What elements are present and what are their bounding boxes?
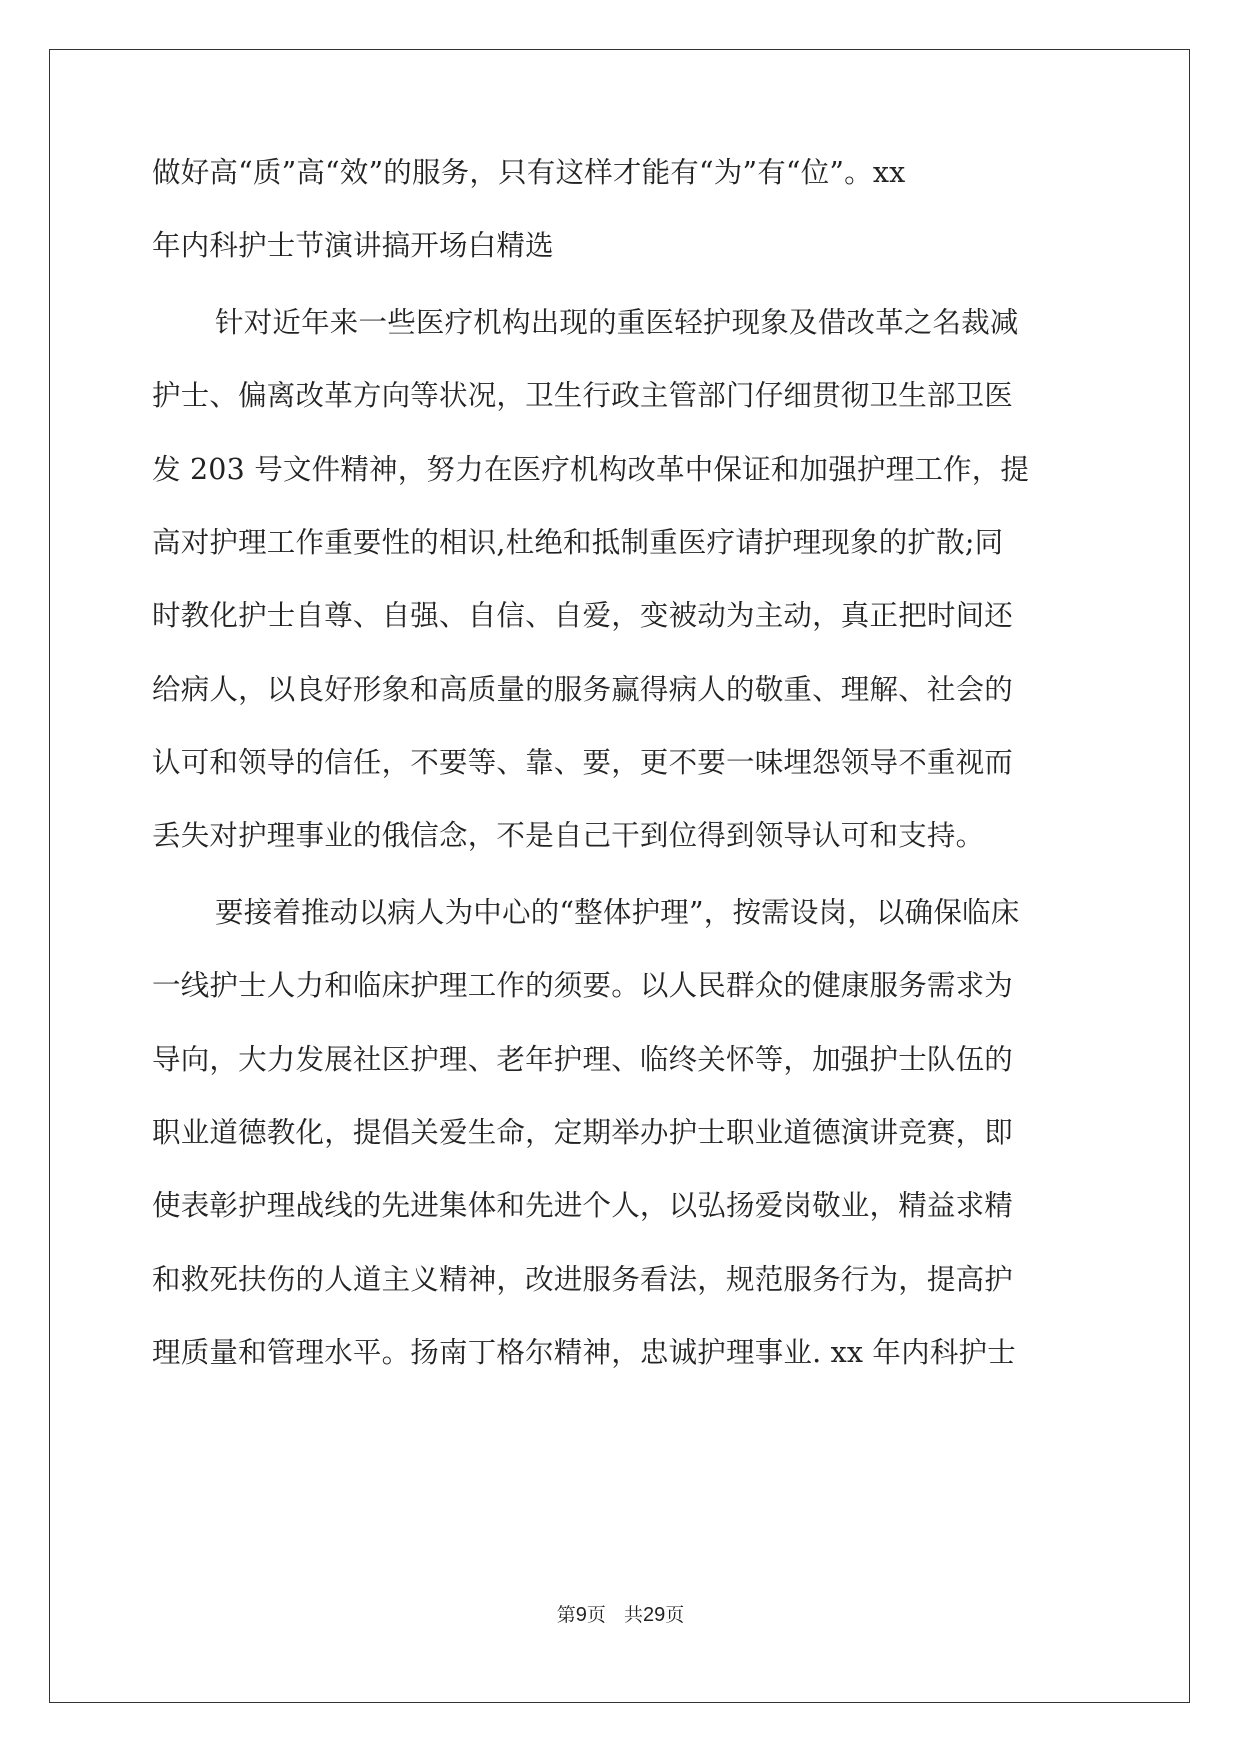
text-line-7: 时教化护士自尊、自强、自信、自爱，变被动为主动，真正把时间还 [152, 599, 1014, 632]
text-line-17: 理质量和管理水平。扬南丁格尔精神，忠诚护理事业. xx 年内科护士 [152, 1336, 1016, 1369]
text-line-14: 职业道德教化，提倡关爱生命，定期举办护士职业道德演讲竞赛，即 [152, 1116, 1014, 1149]
text-line-9: 认可和领导的信任，不要等、靠、要，更不要一味埋怨领导不重视而 [152, 746, 1014, 779]
text-line-13: 导向，大力发展社区护理、老年护理、临终关怀等，加强护士队伍的 [152, 1043, 1014, 1076]
text-line-12: 一线护士人力和临床护理工作的须要。以人民群众的健康服务需求为 [152, 969, 1014, 1002]
footer-page-suffix: 页 [586, 1604, 606, 1626]
text-line-5: 发 203 号文件精神，努力在医疗机构改革中保证和加强护理工作，提 [152, 453, 1030, 486]
text-line-10: 丢失对护理事业的俄信念，不是自己干到位得到领导认可和支持。 [152, 819, 985, 852]
footer-total-suffix: 页 [665, 1604, 685, 1626]
current-page-number: 9 [575, 1604, 587, 1626]
text-line-6: 高对护理工作重要性的相识,杜绝和抵制重医疗请护理现象的扩散;同 [152, 526, 1004, 559]
text-line-4: 护士、偏离改革方向等状况，卫生行政主管部门仔细贯彻卫生部卫医 [152, 379, 1014, 412]
footer-prefix: 第 [556, 1604, 576, 1626]
text-line-11: 要接着推动以病人为中心的“整体护理”，按需设岗，以确保临床 [215, 896, 1020, 929]
text-line-16: 和救死扶伤的人道主义精神，改进服务看法，规范服务行为，提高护 [152, 1263, 1014, 1296]
footer-total-prefix: 共 [624, 1604, 644, 1626]
page-footer [0, 1603, 1241, 1627]
text-line-1: 做好高“质”高“效”的服务，只有这样才能有“为”有“位”。xx [152, 156, 906, 189]
page-border [49, 49, 1190, 1703]
text-line-2: 年内科护士节演讲搞开场白精选 [152, 229, 554, 262]
text-line-3: 针对近年来一些医疗机构出现的重医轻护现象及借改革之名裁减 [215, 306, 1019, 339]
text-line-15: 使表彰护理战线的先进集体和先进个人，以弘扬爱岗敬业，精益求精 [152, 1189, 1014, 1222]
total-page-count: 29 [643, 1604, 666, 1626]
text-line-8: 给病人，以良好形象和高质量的服务赢得病人的敬重、理解、社会的 [152, 673, 1014, 706]
